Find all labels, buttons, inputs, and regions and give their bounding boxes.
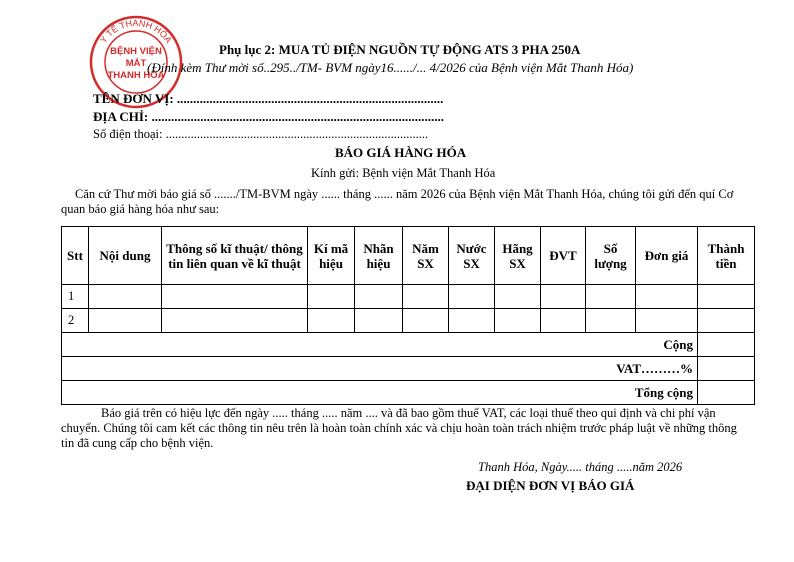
stamp-line-1: BỆNH VIỆN (110, 46, 162, 57)
quote-recipient: Kính gửi: Bệnh viện Mắt Thanh Hóa (311, 166, 496, 180)
cell-year[interactable] (403, 285, 449, 309)
unit-name-line: TÊN ĐƠN VỊ: .................................................................................. (93, 91, 444, 106)
validity-paragraph: Báo giá trên có hiệu lực đến ngày ..... tháng ..... năm .... và đã bao gồm thuế VAT, các loại thuế theo qui định và chi phí vận chuyển. Chúng tôi cam kết các thông tin nêu trên là hoàn toàn chính xác và chịu hoàn toàn trách nhiệm trước pháp luật về những thông tin đã cung cấp cho bệnh viện. (61, 406, 737, 450)
stamp-line-2: MẮT (125, 58, 147, 69)
header-price: Đơn giá (636, 227, 698, 285)
header-maker: Hãng SX (495, 227, 541, 285)
grand-total-label: Tổng cộng (62, 381, 698, 405)
cell-specs[interactable] (162, 309, 308, 333)
header-content: Nội dung (89, 227, 162, 285)
unit-address-line: ĐỊA CHỈ: .......................................................................................... (93, 109, 445, 124)
subtotal-value-cell[interactable] (698, 333, 755, 357)
cell-unit[interactable] (541, 285, 586, 309)
cell-model[interactable] (308, 309, 355, 333)
stamp-line-3: THANH HÓA (107, 70, 165, 81)
table-row (62, 309, 755, 333)
vat-value-cell[interactable] (698, 357, 755, 381)
cell-year[interactable] (403, 309, 449, 333)
cell-total[interactable] (698, 309, 755, 333)
cell-model[interactable] (308, 285, 355, 309)
subtotal-label: Cộng (62, 333, 698, 357)
cell-country[interactable] (449, 285, 495, 309)
cell-qty[interactable] (586, 309, 636, 333)
signer-title: ĐẠI DIỆN ĐƠN VỊ BÁO GIÁ (466, 478, 635, 493)
appendix-subtitle: (Đính kèm Thư mời số..295../TM- BVM ngày16....../... 4/2026 của Bệnh viện Mắt Thanh Hóa) (147, 60, 634, 75)
row-stt: 2 (62, 309, 89, 333)
vat-label: VAT………% (62, 357, 698, 381)
header-country: Nước SX (449, 227, 495, 285)
cell-maker[interactable] (495, 309, 541, 333)
stamp-ring-text: Y TẾ THANH HÓA (98, 17, 174, 46)
quote-table (61, 226, 755, 405)
table-header-row (62, 227, 755, 285)
vat-row (62, 357, 755, 381)
header-unit: ĐVT (541, 227, 586, 285)
cell-content[interactable] (89, 309, 162, 333)
header-specs: Thông số kĩ thuật/ thông tin liên quan về kĩ thuật (162, 227, 308, 285)
cell-brand[interactable] (355, 309, 403, 333)
header-brand: Nhãn hiệu (355, 227, 403, 285)
cell-brand[interactable] (355, 285, 403, 309)
header-stt: Stt (62, 227, 89, 285)
cell-specs[interactable] (162, 285, 308, 309)
place-date: Thanh Hóa, Ngày..... tháng .....năm 2026 (478, 460, 683, 474)
cell-price[interactable] (636, 285, 698, 309)
header-total: Thành tiền (698, 227, 755, 285)
quote-title: BÁO GIÁ HÀNG HÓA (335, 145, 467, 160)
row-stt: 1 (62, 285, 89, 309)
quote-intro: Căn cứ Thư mời báo giá số ......./TM-BVM ngày ...... tháng ...... năm 2026 của Bệnh viện Mắt Thanh Hóa, chúng tôi gửi đến quí Cơ quan báo giá hàng hóa như sau: (61, 187, 734, 216)
grand-total-row (62, 381, 755, 405)
cell-price[interactable] (636, 309, 698, 333)
header-model: Kí mã hiệu (308, 227, 355, 285)
table-row (62, 285, 755, 309)
cell-unit[interactable] (541, 309, 586, 333)
subtotal-row (62, 333, 755, 357)
cell-maker[interactable] (495, 285, 541, 309)
grand-total-value-cell[interactable] (698, 381, 755, 405)
header-qty: Số lượng (586, 227, 636, 285)
cell-country[interactable] (449, 309, 495, 333)
header-year: Năm SX (403, 227, 449, 285)
appendix-title: Phụ lục 2: MUA TỦ ĐIỆN NGUỒN TỰ ĐỘNG ATS 3 PHA 250A (219, 42, 581, 57)
cell-qty[interactable] (586, 285, 636, 309)
cell-total[interactable] (698, 285, 755, 309)
cell-content[interactable] (89, 285, 162, 309)
unit-phone-line: Số điện thoại: .................................................................................... (93, 127, 429, 141)
